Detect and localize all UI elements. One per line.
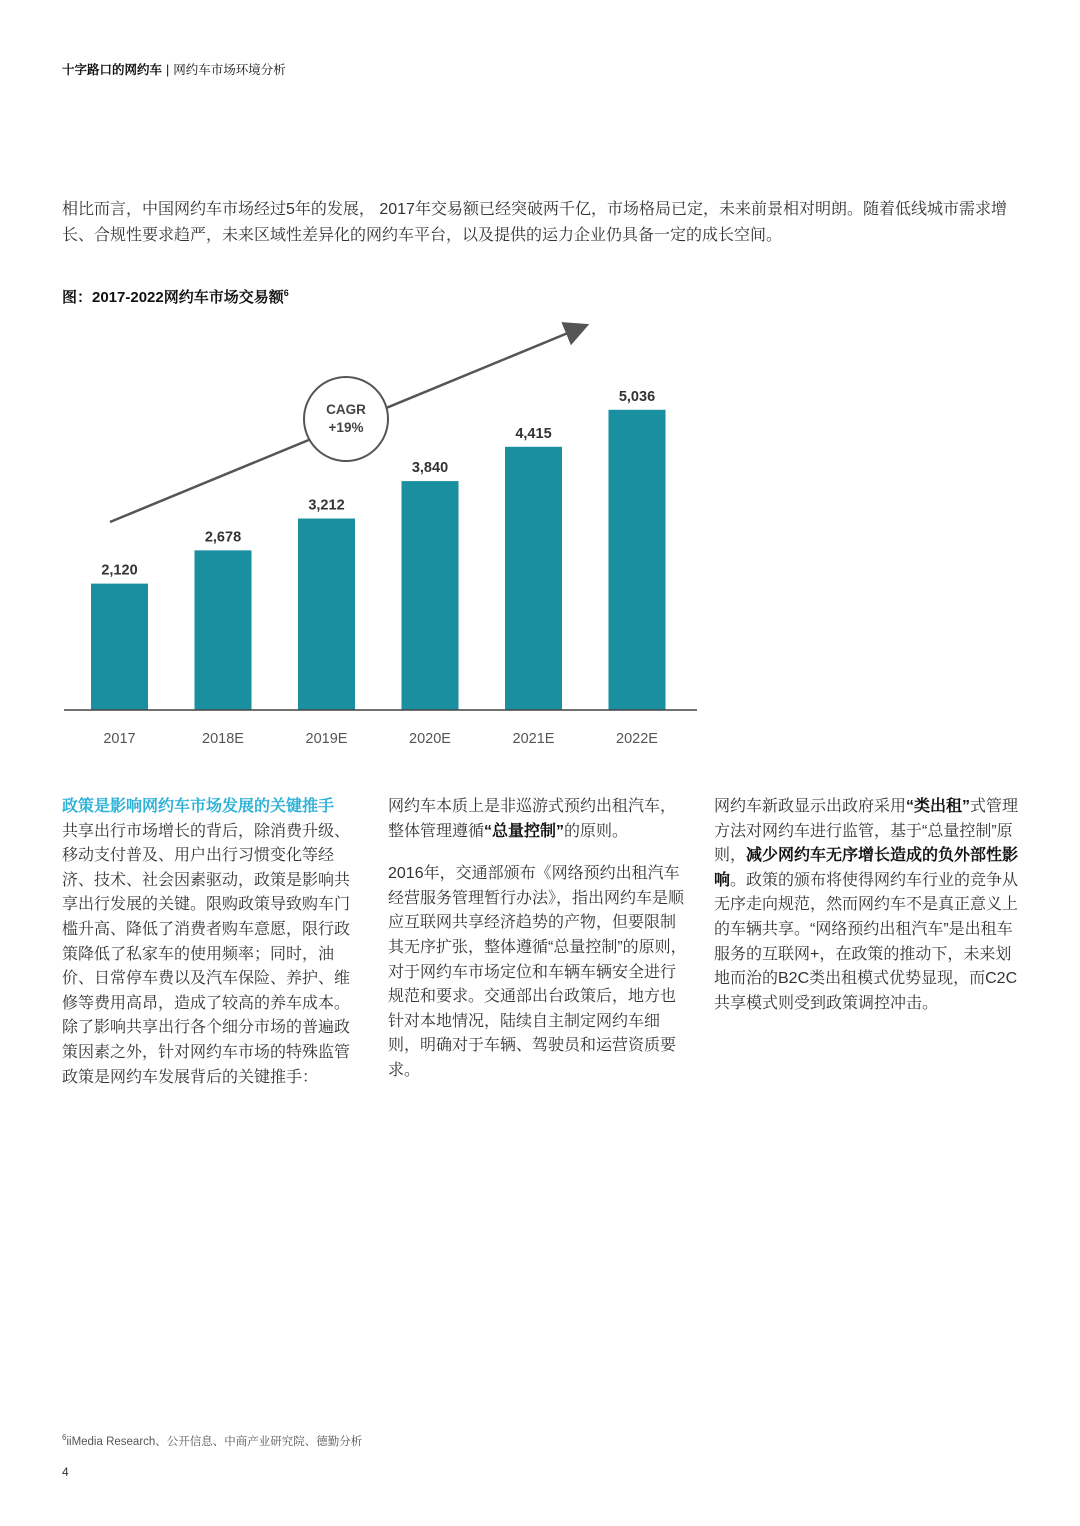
footnote-marker: 6 — [62, 1433, 67, 1443]
data-label-2017: 2,120 — [101, 562, 138, 579]
data-label-2020E: 3,840 — [411, 460, 449, 477]
column-left — [62, 795, 362, 1108]
x-tick-label-2022E: 2022E — [616, 731, 658, 747]
emphasis-total-control: “总量控制” — [484, 822, 565, 840]
x-tick-label-2020E: 2020E — [409, 731, 451, 747]
bar-2017 — [91, 584, 148, 710]
intro-paragraph: 相比而言，中国网约车市场经过5年的发展， 2017年交易额已经突破两千亿，市场格局已定，未来前景相对明朗。随着低线城市需求增长、合规性要求趋严，未来区域性差异化的网约车平台，以及提供的运力企业仍具备一定的成长空间。 — [62, 201, 1007, 244]
section-title: 网约车市场环境分析 — [173, 63, 286, 77]
text-run: 。政策的颁布将使得网约车行业的竞争从无序走向规范，然而网约车不是真正意义上的车辆共享。“网络预约出租汽车”是出租车服务的互联网+，在政策的推动下，未来划地而治的B2C类出租模式优势显现，而C2C共享模式则受到政策调控冲击。 — [714, 871, 1019, 1012]
bar-chart — [0, 300, 1080, 760]
x-tick-label-2019E: 2019E — [305, 731, 348, 747]
bar-2021E — [505, 447, 562, 710]
column-middle-paragraph-1 — [388, 795, 688, 844]
figure-title-text: 图：2017-2022网约车市场交易额 — [62, 289, 284, 306]
figure-footnote-ref: 6 — [283, 288, 289, 298]
column-right — [714, 795, 1024, 1034]
text-run: 网约车本质上是非巡游式预约出租汽车，整体管理遵循 — [388, 798, 677, 840]
column-middle-paragraph-2: 2016年，交通部颁布《网络预约出租汽车经营服务管理暂行办法》，指出网约车是顺应互联网共享经济趋势的产物，但要限制其无序扩张，整体遵循“总量控制”的原则，对于网约车市场定位和车辆车辆安全进行规范和要求。交通部出台政策后，地方也针对本地情况，陆续自主制定网约车细则，明确对于车辆、驾驶员和运营资质要求。 — [388, 865, 687, 1079]
column-middle — [388, 795, 688, 1102]
column-heading: 政策是影响网约车市场发展的关键推手 — [62, 798, 335, 815]
bar-2022E — [609, 410, 666, 710]
bar-2019E — [298, 519, 355, 710]
x-tick-label-2021E: 2021E — [512, 731, 555, 747]
footnote — [62, 1433, 362, 1449]
bar-2020E — [402, 481, 459, 710]
x-tick-label-2017: 2017 — [103, 731, 136, 747]
cagr-label: CAGR — [326, 402, 366, 417]
data-label-2021E: 4,415 — [515, 425, 552, 442]
emphasis-quasi-taxi: “类出租” — [906, 798, 971, 815]
footnote-text: iiMedia Research、公开信息、中商产业研究院、德勤分析 — [66, 1436, 363, 1448]
page-header — [62, 60, 286, 78]
bar-2018E — [195, 550, 252, 710]
data-label-2019E: 3,212 — [308, 497, 345, 514]
text-run: 网约车新政显示出政府采用 — [714, 798, 907, 815]
x-tick-label-2018E: 2018E — [202, 731, 244, 747]
page-number: 4 — [62, 1465, 69, 1479]
data-label-2018E: 2,678 — [204, 529, 242, 546]
column-left-body: 共享出行市场增长的背后，除消费升级、移动支付普及、用户出行习惯变化等经济、技术、社会因素驱动，政策是影响共享出行发展的关键。限购政策导致购车门槛升高、降低了消费者购车意愿，限行政策降低了私家车的使用频率；同时，油价、日常停车费以及汽车保险、养护、维修等费用高昂，造成了较高的养车成本。除了影响共享出行各个细分市场的普遍政策因素之外，针对网约车市场的特殊监管政策是网约车发展背后的关键推手： — [62, 822, 351, 1086]
text-run: 式管理方法对网约车进行监管，基于“总量控制”原则， — [714, 798, 1019, 865]
cagr-circle — [304, 377, 388, 461]
header-separator: | — [166, 63, 170, 77]
data-label-2022E: 5,036 — [618, 388, 656, 405]
emphasis-reduce-disorder: 减少网约车无序增长造成的负外部性影响 — [714, 847, 1019, 889]
text-run: 的原则。 — [564, 822, 629, 840]
cagr-value: +19% — [328, 420, 364, 435]
report-title: 十字路口的网约车 — [62, 63, 163, 77]
